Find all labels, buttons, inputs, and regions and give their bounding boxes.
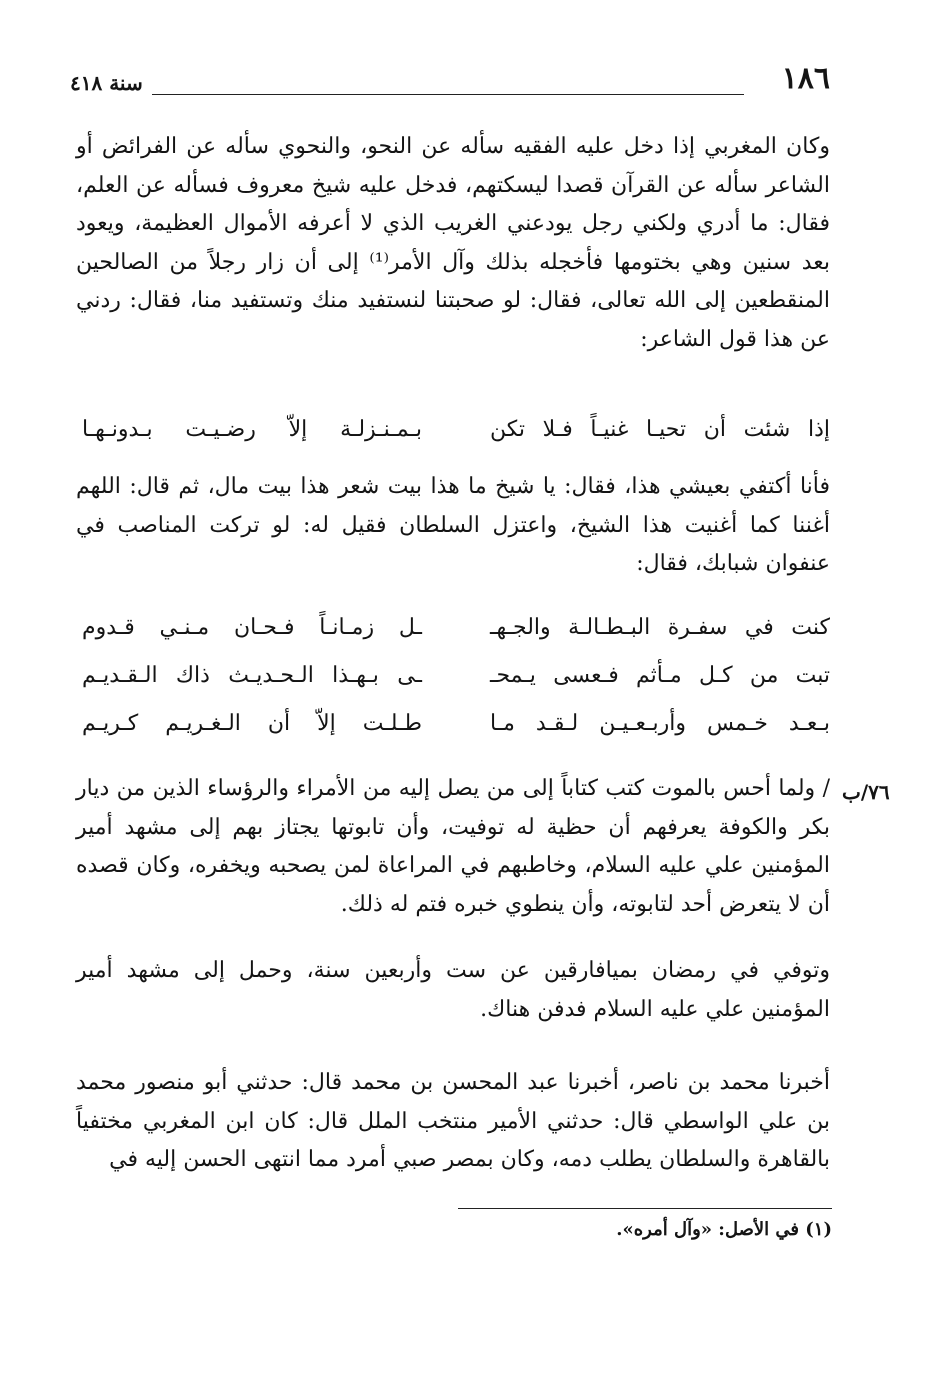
header-rule bbox=[152, 94, 744, 95]
year-label: سنة ٤١٨ bbox=[70, 71, 143, 95]
page-header bbox=[70, 62, 830, 102]
verse-line bbox=[76, 608, 830, 656]
paragraph-3: / ولما أحس بالموت كتب كتاباً إلى من يصل إليه من الأمراء والرؤساء الذين من ديار بكر والكوفة يعرفهم أن حظية له توفيت، وأن تابوتها يجتاز بهم إلى مشهد أمير المؤمنين علي عليه السلام، وخاطبهم في المراعاة لمن يصحبه ويخفره، وكان قصده أن لا يتعرض أحد لتابوته، وأن ينطوي خبره فتم له ذلك. bbox=[76, 776, 830, 917]
verse-hemistich-right: إذا شئت أن تحيـا غنيـاً فـلا تكن bbox=[490, 417, 830, 442]
manuscript-folio-marker: ٧٦/ب bbox=[842, 780, 890, 804]
verse-line bbox=[76, 410, 830, 458]
footnote: (١) في الأصل: «وآل أمره». bbox=[616, 1219, 832, 1240]
verse-hemistich-right: بـعـد خـمس وأربـعـيـن لـقـد مـا bbox=[490, 711, 830, 736]
verse-line bbox=[76, 704, 830, 752]
footnote-rule bbox=[458, 1208, 832, 1209]
paragraph-2: فأنا أكتفي بعيشي هذا، فقال: يا شيخ ما هذا بيت شعر هذا بيت مال، ثم قال: اللهم أغننا كما أغنيت هذا الشيخ، واعتزل السلطان فقيل له: لو تركت المناصب في عنفوان شبابك، فقال: bbox=[76, 474, 830, 576]
page-number: ١٨٦ bbox=[781, 61, 830, 96]
verse-hemistich-left: ـل زمـانـاً فـحـان مـنـي قـدوم bbox=[82, 615, 422, 640]
paragraph-4: وتوفي في رمضان بميافارقين عن ست وأربعين سنة، وحمل إلى مشهد أمير المؤمنين علي عليه السلام فدفن هناك. bbox=[76, 958, 830, 1022]
verse-hemistich-right: كنت في سفـرة البـطـالـة والجـهـ bbox=[490, 615, 830, 640]
paragraph-1: وكان المغربي إذا دخل عليه الفقيه سأله عن النحو، والنحوي سأله عن الفرائض أو الشاعر سأله عن القرآن قصدا ليسكتهم، فدخل عليه شيخ معروف فسأله عن العلم، فقال: ما أدري ولكني رجل يودعني الغريب الذي لا أعرفه الأموال العظيمة، ويعود بعد سنين وهي بختومها فأخجله بذلك وآل الأمر⁽¹⁾ إلى أن زار رجلاً من الصالحين المنقطعين إلى الله تعالى، فقال: لو صحبتنا لنستفيد منك وتستفيد منا، فقال: ردني عن هذا قول الشاعر: bbox=[76, 134, 830, 352]
verse-hemistich-left: ـى بـهـذا الـحـديـث ذاك الـقـديـم bbox=[82, 663, 422, 688]
verse-hemistich-left: طـلـت إلاّ أن الـغـريـم كـريـم bbox=[82, 711, 422, 736]
paragraph-5: أخبرنا محمد بن ناصر، أخبرنا عبد المحسن بن محمد قال: حدثني أبو منصور محمد بن علي الواسطي قال: حدثني الأمير منتخب الملل قال: كان ابن المغربي مختفياً بالقاهرة والسلطان يطلب دمه، وكان بمصر صبي أمرد مما انتهى الحسن إليه في bbox=[76, 1070, 830, 1172]
verse-line bbox=[76, 656, 830, 704]
verse-hemistich-left: بـمـنـزلـة إلاّ رضـيـت بـدونـهـا bbox=[82, 417, 422, 442]
verse-hemistich-right: تبت من كـل مـأثم فـعسى يـمحـ bbox=[490, 663, 830, 688]
